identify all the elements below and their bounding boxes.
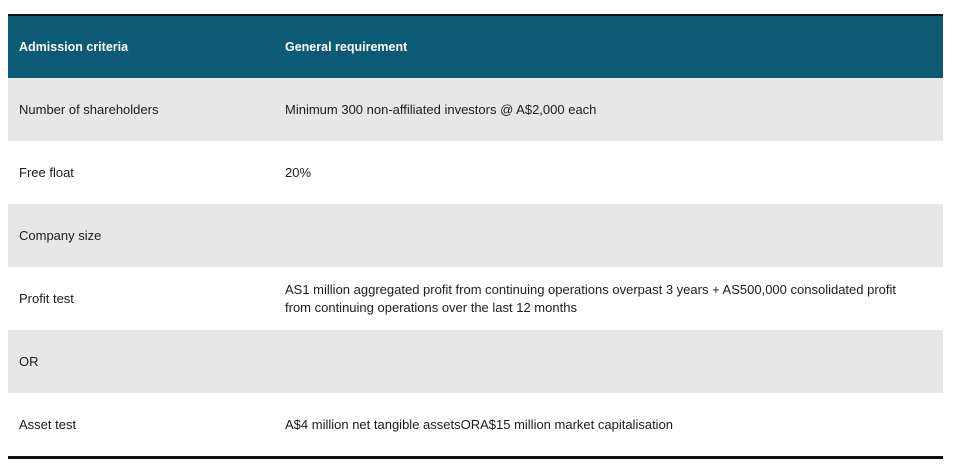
admission-criteria-table bbox=[8, 14, 943, 459]
bottom-rule bbox=[8, 456, 943, 459]
criteria-cell: Company size bbox=[19, 228, 102, 243]
table-row bbox=[8, 393, 943, 456]
requirement-cell: AS1 million aggregated profit from continuing operations overpast 3 years + AS500,000 consolidated profit from continuing operations over the last 12 months bbox=[285, 281, 897, 315]
requirement-cell: 20% bbox=[285, 164, 312, 180]
criteria-cell: Asset test bbox=[19, 417, 77, 432]
criteria-cell: Profit test bbox=[19, 291, 74, 306]
table-header-row bbox=[8, 16, 943, 78]
requirement-cell: A$4 million net tangible assetsORA$15 million market capitalisation bbox=[285, 416, 674, 432]
table-row bbox=[8, 204, 943, 267]
header-general-requirement: General requirement bbox=[285, 40, 408, 54]
header-admission-criteria: Admission criteria bbox=[19, 40, 129, 54]
criteria-cell: Free float bbox=[19, 165, 74, 180]
criteria-cell: OR bbox=[19, 354, 39, 369]
criteria-cell: Number of shareholders bbox=[19, 102, 159, 117]
table-row bbox=[8, 330, 943, 393]
table-row bbox=[8, 267, 943, 330]
table-row bbox=[8, 78, 943, 141]
requirement-cell: Minimum 300 non-affiliated investors @ A$2,000 each bbox=[285, 101, 597, 117]
table-row bbox=[8, 141, 943, 204]
